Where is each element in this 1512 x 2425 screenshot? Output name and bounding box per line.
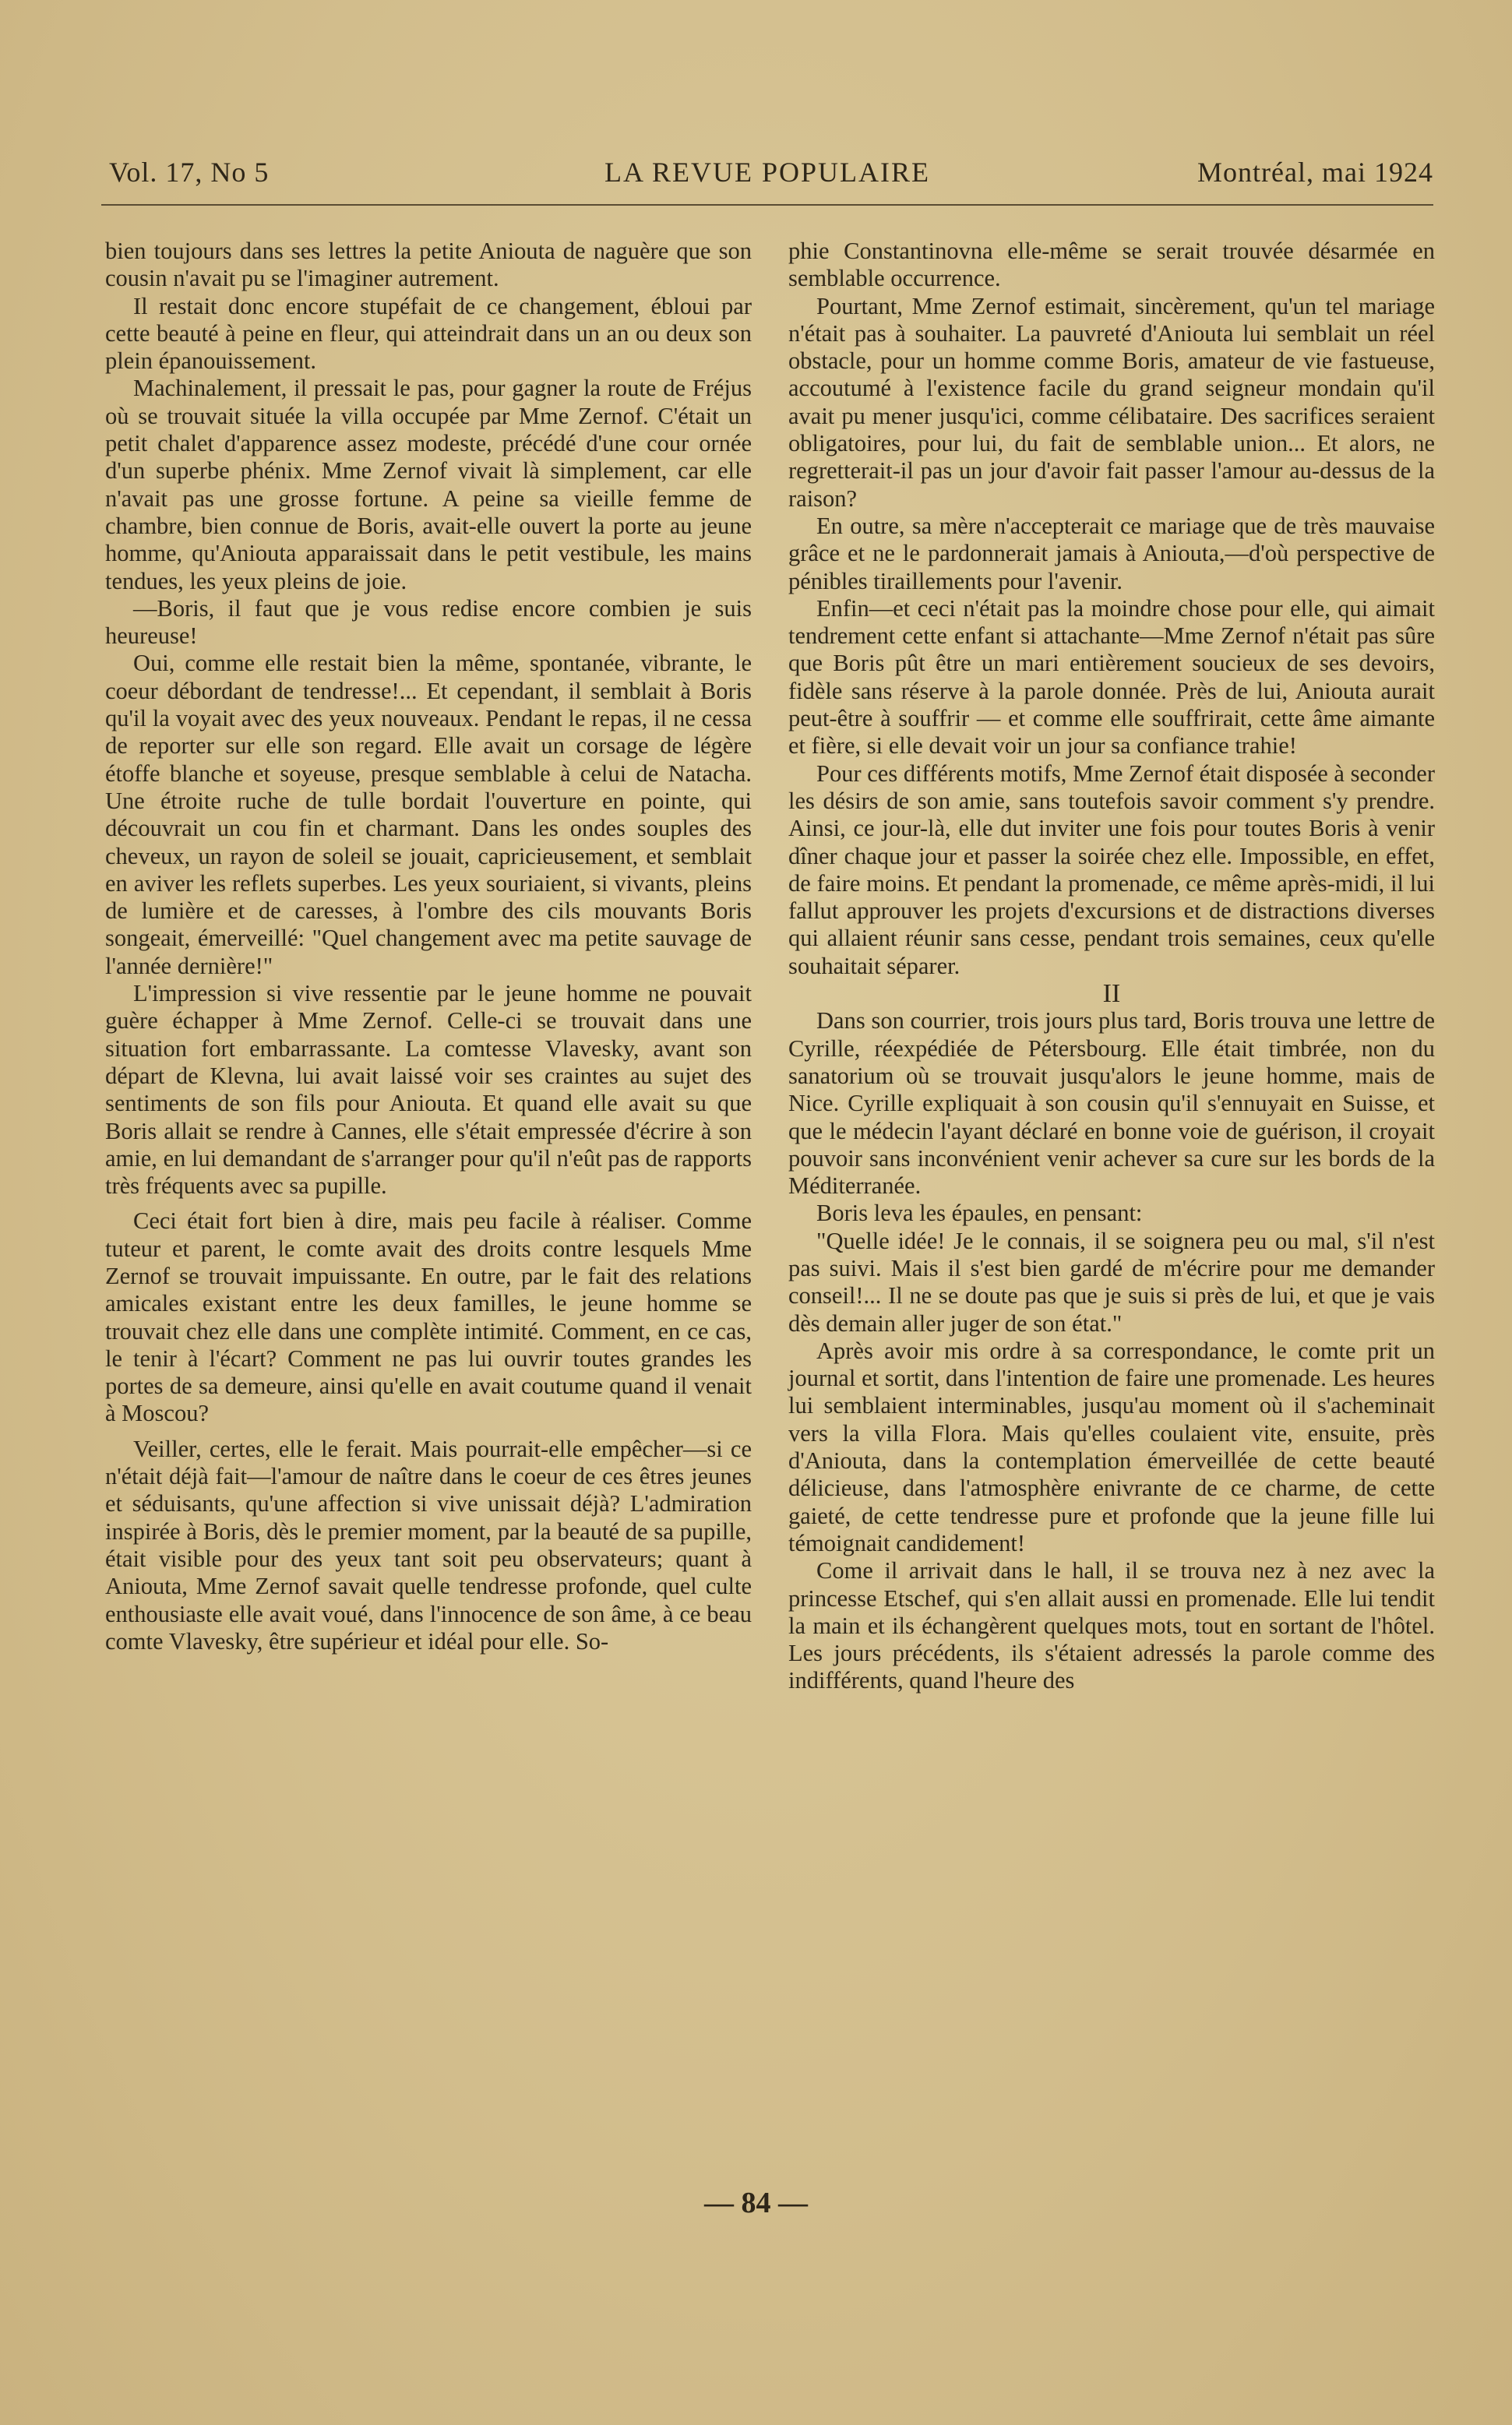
- paragraph: Il restait donc encore stupéfait de ce changement, ébloui par cette beauté à peine en fleur, qui atteindrait dans un an ou deux son plein épanouissement.: [105, 292, 752, 375]
- volume-number: Vol. 17, No 5: [109, 157, 270, 188]
- section-number: II: [1102, 979, 1121, 1009]
- paragraph: Machinalement, il pressait le pas, pour gagner la route de Fréjus où se trouvait située la villa occupée par Mme Zernof. C'était un petit chalet d'apparence assez modeste, précédé d'une cour ornée d'un superbe phénix. Mme Zernof vivait là simplement, car elle n'avait pas une grosse fortune. A peine sa vieille femme de chambre, bien connue de Boris, avait-elle ouvert la porte au jeune homme, qu'Aniouta apparaissait dans le petit vestibule, les mains tendues, les yeux pleins de joie.: [105, 375, 752, 594]
- paragraph: phie Constantinovna elle-même se serait trouvée désarmée en semblable occurrence.: [788, 238, 1435, 292]
- left-column: [105, 238, 752, 1655]
- paragraph: Dans son courrier, trois jours plus tard, Boris trouva une lettre de Cyrille, réexpédiée de Pétersbourg. Elle était timbrée, non du sanatorium où se trouvait jusqu'alors le jeune homme, mais de Nice. Cyrille expliquait à son cousin qu'il s'ennuyait en Suisse, et que le médecin l'ayant déclaré en bonne voie de guérison, il croyait pouvoir sans inconvénient venir achever sa cure sur les bords de la Méditerranée.: [788, 1007, 1435, 1200]
- publication-title: LA REVUE POPULAIRE: [604, 157, 930, 188]
- paragraph: Ceci était fort bien à dire, mais peu facile à réaliser. Comme tuteur et parent, le comte avait des droits contre lesquels Mme Zernof se trouvait impuissante. En outre, par le fait des relations amicales existant entre les deux familles, le jeune homme se trouvait chez elle dans une complète intimité. Comment, en ce cas, le tenir à l'écart? Comment ne pas lui ouvrir toutes grandes les portes de sa demeure, ainsi qu'elle en avait coutume quand il venait à Moscou?: [105, 1207, 752, 1427]
- paragraph: Veiller, certes, elle le ferait. Mais pourrait-elle empêcher—si ce n'était déjà fait—l'amour de naître dans le coeur de ces êtres jeunes et séduisants, qu'une affection si vive unissait déjà? L'admiration inspirée à Boris, dès le premier moment, par la beauté de sa pupille, était visible pour des yeux tant soit peu observateurs; quant à Aniouta, Mme Zernof savait quelle tendresse profonde, quel culte enthousiaste elle avait voué, dans l'innocence de son âme, à ce beau comte Vlavesky, être supérieur et idéal pour elle. So-: [105, 1435, 752, 1655]
- page-number: — 84 —: [704, 2187, 808, 2219]
- paragraph: Pourtant, Mme Zernof estimait, sincèrement, qu'un tel mariage n'était pas à souhaiter. La pauvreté d'Aniouta lui semblait un réel obstacle, pour un homme comme Boris, amateur de vie fastueuse, accoutumé à l'existence facile du grand seigneur mondain qu'il avait pu mener jusqu'ici, comme célibataire. Des sacrifices seraient obligatoires, pour lui, du fait de semblable union... Et alors, ne regretterait-il pas un jour d'avoir fait passer l'amour au-dessus de la raison?: [788, 292, 1435, 512]
- paragraph: Enfin—et ceci n'était pas la moindre chose pour elle, qui aimait tendrement cette enfant si attachante—Mme Zernof n'était pas sûre que Boris pût être un mari entièrement soucieux de ses devoirs, fidèle sans réserve à la parole donnée. Près de lui, Aniouta aurait peut-être à souffrir — et comme elle souffrirait, cette âme aimante et fière, si elle devait voir un jour sa confiance trahie!: [788, 594, 1435, 760]
- right-column: [788, 238, 1435, 1695]
- paragraph: Pour ces différents motifs, Mme Zernof était disposée à seconder les désirs de son amie, sans toutefois savoir comment s'y prendre. Ainsi, ce jour-là, elle dut inviter une fois pour toutes Boris à venir dîner chaque jour et passer la soirée chez elle. Impossible, en effet, de faire moins. Et pendant la promenade, ce même après-midi, il lui fallut approuver les projets d'excursions et de distractions diverses qui allaient réunir sans cesse, pendant trois semaines, ceux qu'elle souhaitait séparer.: [788, 760, 1435, 979]
- paragraph: "Quelle idée! Je le connais, il se soignera peu ou mal, s'il n'est pas suivi. Mais il s'est bien gardé de m'écrire pour me demander conseil!... Il ne se doute pas que je suis si près de lui, et que je vais dès demain aller juger de son état.": [788, 1227, 1435, 1337]
- paragraph: bien toujours dans ses lettres la petite Aniouta de naguère que son cousin n'avait pu se l'imaginer autrement.: [105, 238, 752, 292]
- running-header: [101, 156, 1433, 199]
- paragraph: L'impression si vive ressentie par le jeune homme ne pouvait guère échapper à Mme Zernof. Celle-ci se trouvait dans une situation fort embarrassante. La comtesse Vlavesky, avant son départ de Klevna, lui avait laissé voir ses craintes au sujet des sentiments de son fils pour Aniouta. Et quand elle avait su que Boris allait se rendre à Cannes, elle s'était empressée d'écrire à son amie, en lui demandant de s'arranger pour qu'il n'eût pas de rapports très fréquents avec sa pupille.: [105, 980, 752, 1200]
- header-rule: [101, 204, 1433, 206]
- paragraph: Après avoir mis ordre à sa correspondance, le comte prit un journal et sortit, dans l'intention de faire une promenade. Les heures lui semblaient interminables, jusqu'au moment où il s'acheminait vers la villa Flora. Mais qu'elles coulaient vite, ensuite, près d'Aniouta, dans la contemplation émerveillée de cette beauté délicieuse, dans l'atmosphère enivrante de ce charme, de cette gaieté, de cette tendresse pure et profonde que la jeune fille lui témoignait candidement!: [788, 1337, 1435, 1556]
- place-and-date: Montréal, mai 1924: [1197, 157, 1433, 188]
- paragraph: —Boris, il faut que je vous redise encore combien je suis heureuse!: [105, 594, 752, 650]
- paragraph: Oui, comme elle restait bien la même, spontanée, vibrante, le coeur débordant de tendresse!... Et cependant, il semblait à Boris qu'il la voyait avec des yeux nouveaux. Pendant le repas, il ne cessa de reporter sur elle son regard. Elle avait un corsage de légère étoffe blanche et soyeuse, presque semblable à celui de Natacha. Une étroite ruche de tulle bordait l'ouverture en pointe, qui découvrait un cou fin et charmant. Dans les ondes souples des cheveux, un rayon de soleil se jouait, capricieusement, et semblait en aviver les reflets superbes. Les yeux souriaient, si vivants, pleins de lumière et de caresses, à l'ombre des cils mouvants Boris songeait, émerveillé: "Quel changement avec ma petite sauvage de l'année dernière!": [105, 650, 752, 979]
- paragraph: Come il arrivait dans le hall, il se trouva nez à nez avec la princesse Etschef, qui s'en allait aussi en promenade. Elle lui tendit la main et ils échangèrent quelques mots, tout en sortant de l'hôtel. Les jours précédents, ils s'étaient adressés la parole comme des indifférents, quand l'heure des: [788, 1557, 1435, 1694]
- paragraph: En outre, sa mère n'accepterait ce mariage que de très mauvaise grâce et ne le pardonnerait jamais à Aniouta,—d'où perspective de pénibles tiraillements pour l'avenir.: [788, 512, 1435, 594]
- paragraph: Boris leva les épaules, en pensant:: [816, 1200, 1143, 1227]
